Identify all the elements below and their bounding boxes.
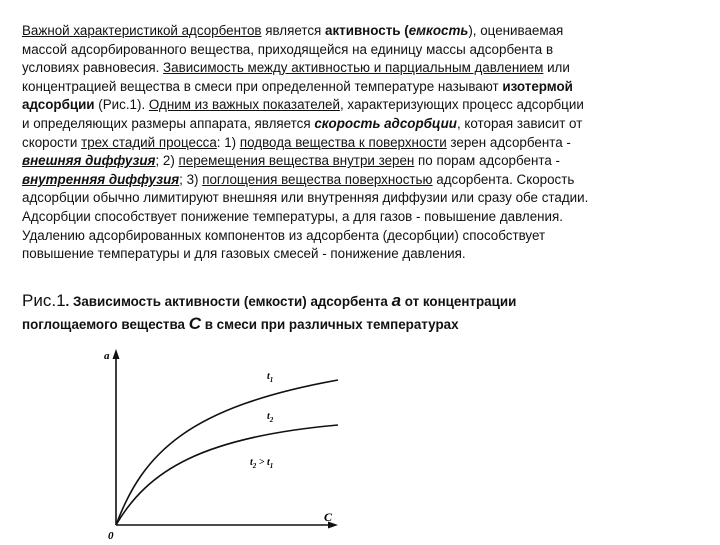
text-run: ( [400, 23, 409, 38]
text-run: Одним из важных показателей [148, 97, 340, 113]
caption-line [22, 290, 702, 313]
x-axis-label: C [324, 510, 333, 524]
text-line [22, 41, 702, 60]
series-label-t1: $t_1$ [267, 371, 274, 384]
term-adsorption: адсорбции [22, 97, 95, 113]
text-run: является [261, 23, 326, 38]
origin-label: 0 [108, 530, 114, 540]
text-run: Удалению адсорбированных компонентов из адсорбента (десорбции) способствует [22, 227, 546, 243]
isotherm-chart [88, 345, 358, 540]
main-paragraph [22, 22, 702, 264]
caption-text: от концентрации [401, 294, 517, 309]
text-line [22, 152, 702, 171]
text-run: перемещения вещества внутри зерен [178, 153, 415, 169]
text-line [22, 78, 702, 97]
temperature-relation-annotation: $t_2 > t_1$ [250, 457, 274, 470]
caption-symbol-a: а [391, 291, 402, 310]
text-line [22, 115, 702, 134]
text-run: поглощения вещества поверхностью [202, 171, 433, 187]
text-line [22, 227, 702, 246]
text-run: повышение температуры и для газовых смесей - понижение давления. [22, 246, 466, 262]
isotherm-figure [88, 345, 358, 545]
text-run: условиях равновесия. [22, 60, 164, 76]
text-run: Важной характеристикой адсорбентов [22, 23, 262, 38]
text-run: или [543, 60, 570, 76]
text-run: , которая зависит от [456, 115, 583, 131]
caption-text: . Зависимость активности (емкости) адсорбента [65, 294, 392, 309]
term-adsorption-rate: скорость адсорбции [314, 115, 457, 131]
text-run: адсорбции обычно лимитируют внешняя или внутренняя диффузии или сразу обе стадии. [22, 190, 589, 206]
text-line [22, 189, 702, 208]
caption-prefix: Рис [22, 291, 52, 310]
caption-text: в смеси при различных температурах [201, 317, 459, 332]
text-run: ; 2) [155, 153, 179, 169]
text-run: и определяющих размеры аппарата, является [22, 115, 315, 131]
term-external-diffusion: внешняя диффузия [22, 153, 156, 169]
text-line [22, 96, 702, 115]
text-run: Адсорбции способствует понижение температуры, а для газов - повышение давления. [22, 208, 563, 224]
y-axis-arrow [113, 349, 120, 359]
caption-symbol-c: С [188, 314, 201, 333]
term-capacity: емкость [408, 23, 469, 38]
caption-line [22, 313, 702, 336]
text-run: скорости [22, 134, 82, 150]
term-isotherm: изотермой [502, 78, 573, 94]
text-run: зерен адсорбента - [446, 134, 571, 150]
text-run: ; 3) [179, 171, 203, 187]
text-run: по порам адсорбента - [414, 153, 560, 169]
term-activity: активность [325, 23, 401, 38]
y-axis-label: a [104, 350, 110, 362]
text-run: массой адсорбированного вещества, приходящейся на единицу массы адсорбента в [22, 41, 554, 57]
caption-number: .1 [51, 291, 66, 310]
text-line [22, 59, 702, 78]
text-line [22, 208, 702, 227]
figure-caption [22, 290, 702, 336]
text-line [22, 134, 702, 153]
text-run: подвода вещества к поверхности [239, 134, 447, 150]
text-run: ), оцениваемая [468, 23, 564, 38]
series-line-t2 [116, 425, 338, 525]
text-run: Зависимость между активностью и парциальным давлением [163, 60, 544, 76]
text-run: : 1) [216, 134, 240, 150]
text-run: концентрацией вещества в смеси при определенной температуре называют [22, 78, 503, 94]
caption-text: поглощаемого вещества [22, 317, 189, 332]
text-line [22, 171, 702, 190]
text-line [22, 22, 702, 41]
series-line-t1 [116, 380, 338, 525]
series-label-t2: $t_2$ [267, 411, 274, 424]
text-run: (Рис.1). [94, 97, 149, 113]
text-line [22, 245, 702, 264]
text-run: адсорбента. Скорость [432, 171, 575, 187]
text-run: трех стадий процесса [81, 134, 217, 150]
text-run: , характеризующих процесс адсорбции [339, 97, 584, 113]
term-internal-diffusion: внутренняя диффузия [22, 171, 180, 187]
